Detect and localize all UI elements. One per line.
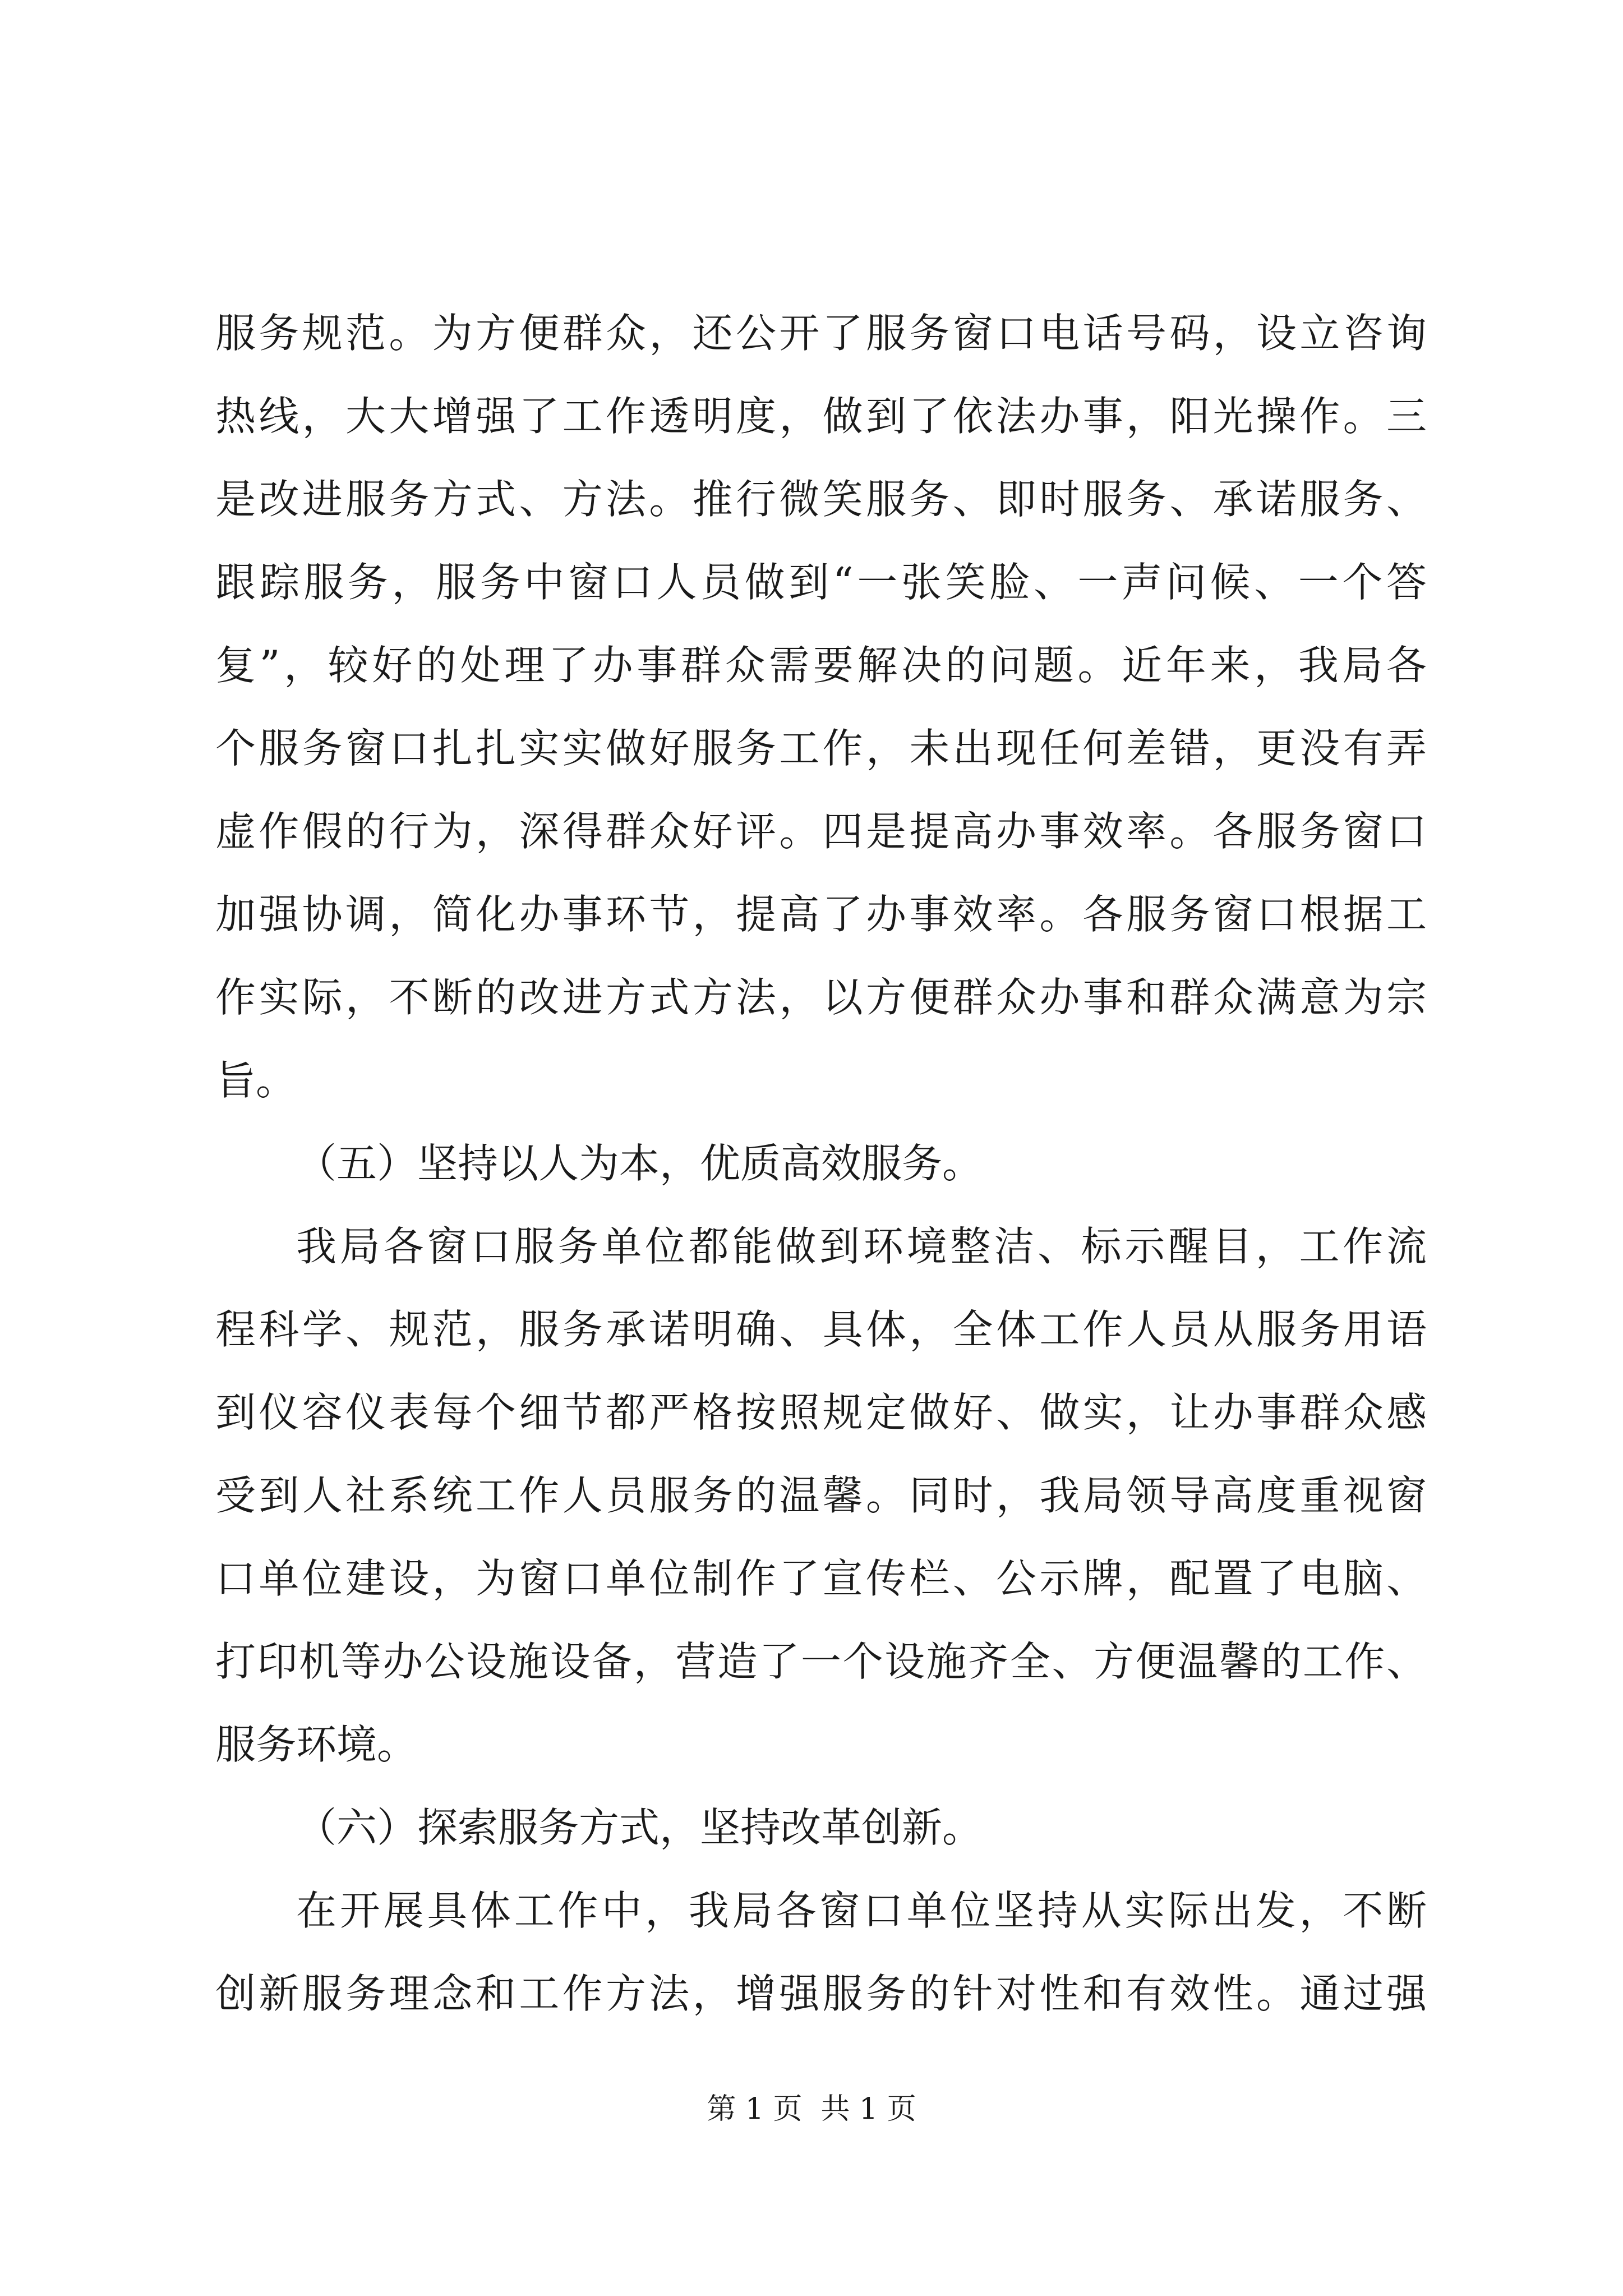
- text-line: 打印机等办公设施设备，营造了一个设施齐全、方便温馨的工作、: [215, 1638, 1427, 1685]
- text-line: 服务规范。为方便群众，还公开了服务窗口电话号码，设立咨询: [215, 310, 1427, 357]
- section-heading-5: （五）坚持以人为本，优质高效服务。: [296, 1140, 983, 1187]
- text-line: 加强协调，简化办事环节，提高了办事效率。各服务窗口根据工: [215, 891, 1427, 938]
- text-line: 作实际，不断的改进方式方法，以方便群众办事和群众满意为宗: [215, 974, 1427, 1021]
- text-line: 我局各窗口服务单位都能做到环境整洁、标示醒目，工作流: [296, 1223, 1427, 1270]
- text-line: 虚作假的行为，深得群众好评。四是提高办事效率。各服务窗口: [215, 808, 1427, 855]
- text-line: 跟踪服务，服务中窗口人员做到“一张笑脸、一声问候、一个答: [215, 559, 1427, 606]
- text-line: 是改进服务方式、方法。推行微笑服务、即时服务、承诺服务、: [215, 476, 1427, 523]
- section-heading-6: （六）探索服务方式，坚持改革创新。: [296, 1804, 983, 1851]
- text-line: 创新服务理念和工作方法，增强服务的针对性和有效性。通过强: [215, 1970, 1427, 2017]
- text-line: 到仪容仪表每个细节都严格按照规定做好、做实，让办事群众感: [215, 1389, 1427, 1436]
- text-line: 个服务窗口扎扎实实做好服务工作，未出现任何差错，更没有弄: [215, 725, 1427, 772]
- page-footer: 第 1 页 共 1 页: [707, 2092, 916, 2126]
- text-line: 服务环境。: [215, 1721, 418, 1768]
- text-line: 复”，较好的处理了办事群众需要解决的问题。近年来，我局各: [215, 642, 1427, 689]
- body-text: [215, 292, 1427, 2035]
- text-line: 受到人社系统工作人员服务的温馨。同时，我局领导高度重视窗: [215, 1472, 1427, 1519]
- text-line: 旨。: [215, 1057, 297, 1104]
- text-line: 在开展具体工作中，我局各窗口单位坚持从实际出发，不断: [296, 1887, 1427, 1934]
- text-line: 热线，大大增强了工作透明度，做到了依法办事，阳光操作。三: [215, 393, 1427, 440]
- text-line: 口单位建设，为窗口单位制作了宣传栏、公示牌，配置了电脑、: [215, 1555, 1427, 1602]
- text-line: 程科学、规范，服务承诺明确、具体，全体工作人员从服务用语: [215, 1306, 1427, 1353]
